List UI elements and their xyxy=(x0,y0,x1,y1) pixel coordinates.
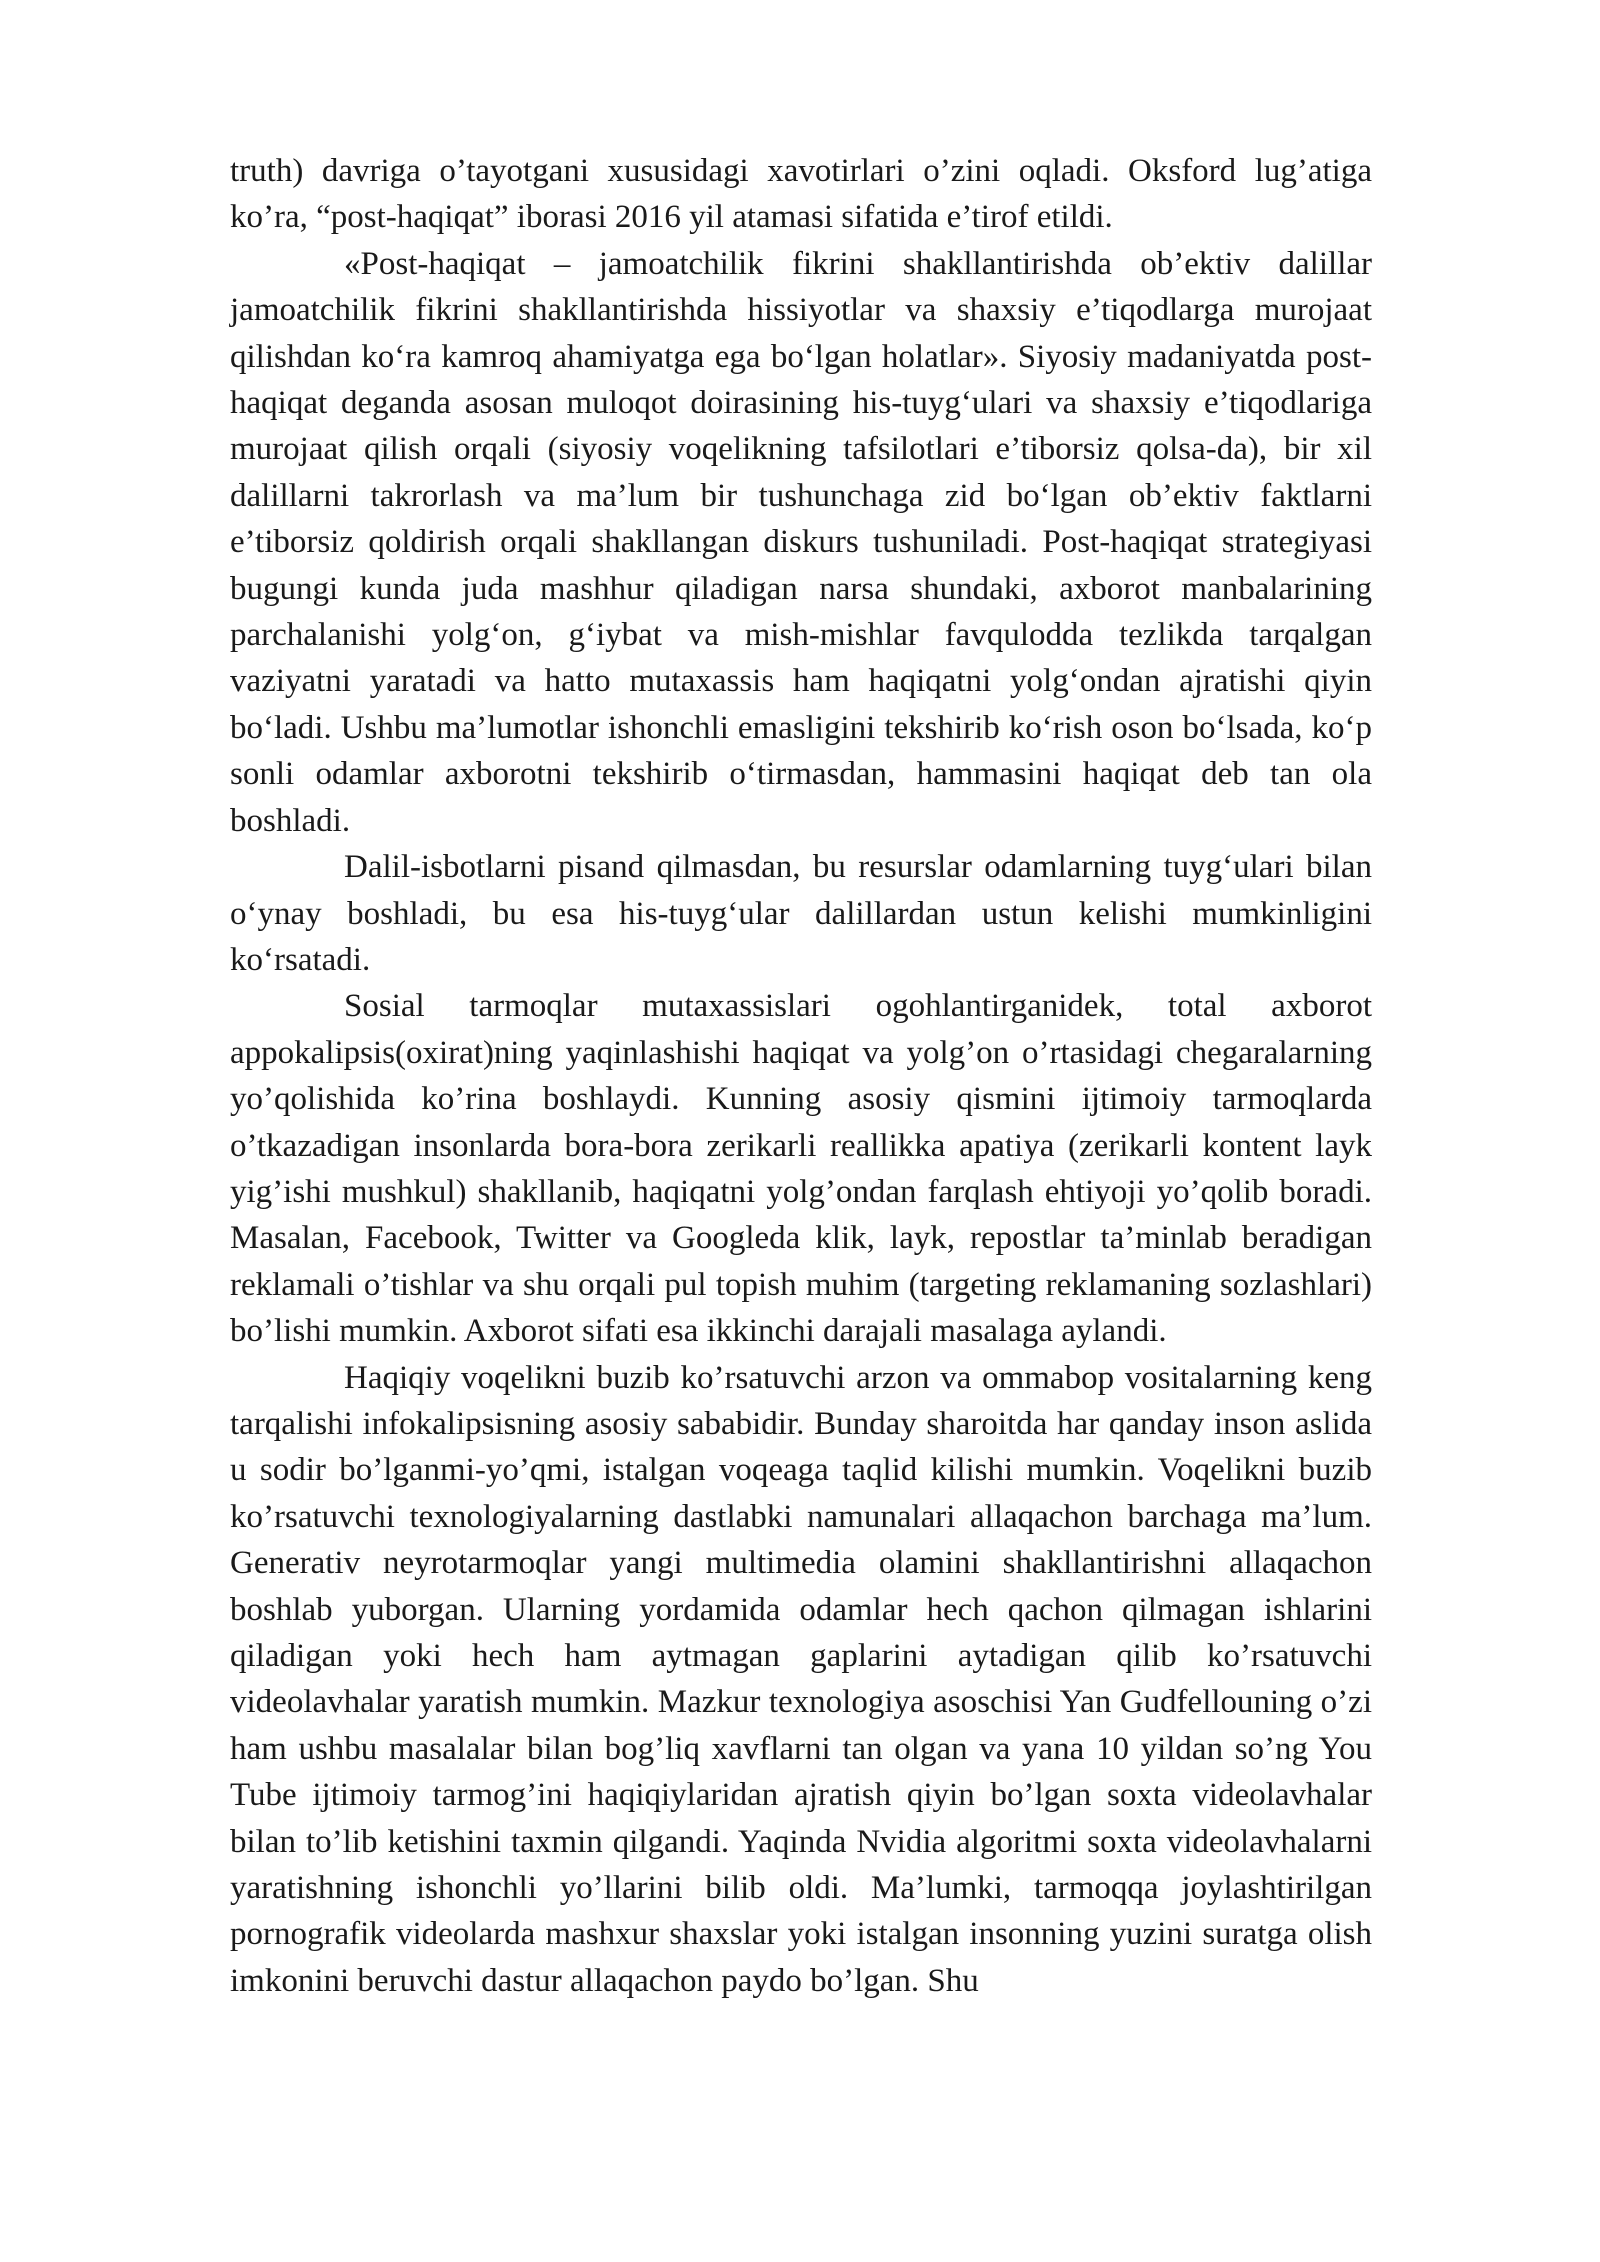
document-page xyxy=(230,148,1372,2004)
paragraph-4: Sosial tarmoqlar mutaxassislari ogohlantirganidek, total axborot appokalipsis(oxirat)ning yaqinlashishi haqiqat va yolg’on o’rtasidagi chegaralarning yo’qolishida ko’rina boshlaydi. Kunning asosiy qismini ijtimoiy tarmoqlarda o’tkazadigan insonlarda bora-bora zerikarli reallikka apatiya (zerikarli kontent layk yig’ishi mushkul) shakllanib, haqiqatni yolg’ondan farqlash ehtiyoji yo’qolib boradi. Masalan, Facebook, Twitter va Googleda klik, layk, repostlar ta’minlab beradigan reklamali o’tishlar va shu orqali pul topish muhim (targeting reklamaning sozlashlari) bo’lishi mumkin. Axborot sifati esa ikkinchi darajali masalaga aylandi. xyxy=(230,988,1372,1350)
paragraph-2: «Post-haqiqat – jamoatchilik fikrini shakllantirishda ob’ektiv dalillar jamoatchilik fikrini shakllantirishda hissiyotlar va shaxsiy e’tiqodlarga murojaat qilishdan ko‘ra kamroq ahamiyatga ega bo‘lgan holatlar». Siyosiy madaniyatda post-haqiqat deganda asosan muloqot doirasining his-tuyg‘ulari va shaxsiy e’tiqodlariga murojaat qilish orqali (siyosiy voqelikning tafsilotlari e’tiborsiz qolsa-da), bir xil dalillarni takrorlash va ma’lum bir tushunchaga zid bo‘lgan ob’ektiv faktlarni e’tiborsiz qoldirish orqali shakllangan diskurs tushuniladi. Post-haqiqat strategiyasi bugungi kunda juda mashhur qiladigan narsa shundaki, axborot manbalarining parchalanishi yolg‘on, g‘iybat va mish-mishlar favqulodda tezlikda tarqalgan vaziyatni yaratadi va hatto mutaxassis ham haqiqatni yolg‘ondan ajratishi qiyin bo‘ladi. Ushbu ma’lumotlar ishonchli emasligini tekshirib ko‘rish oson bo‘lsada, ko‘p sonli odamlar axborotni tekshirib o‘tirmasdan, hammasini haqiqat deb tan ola boshladi. xyxy=(230,245,1372,839)
paragraph-5: Haqiqiy voqelikni buzib ko’rsatuvchi arzon va ommabop vositalarning keng tarqalishi infokalipsisning asosiy sababidir. Bunday sharoitda har qanday inson aslida u sodir bo’lganmi-yo’qmi, istalgan voqeaga taqlid kilishi mumkin. Voqelikni buzib ko’rsatuvchi texnologiyalarning dastlabki namunalari allaqachon barchaga ma’lum. Generativ neyrotarmoqlar yangi multimedia olamini shakllantirishni allaqachon boshlab yuborgan. Ularning yordamida odamlar hech qachon qilmagan ishlarini qiladigan yoki hech ham aytmagan gaplarini aytadigan qilib ko’rsatuvchi videolavhalar yaratish mumkin. Mazkur texnologiya asoschisi Yan Gudfellouning o’zi ham ushbu masalalar bilan bog’liq xavflarni tan olgan va yana 10 yildan so’ng You Tube ijtimoiy tarmog’ini haqiqiylaridan ajratish qiyin bo’lgan soxta videolavhalar bilan to’lib ketishini taxmin qilgandi. Yaqinda Nvidia algoritmi soxta videolavhalarni yaratishning ishonchli yo’llarini bilib oldi. Ma’lumki, tarmoqqa joylashtirilgan pornografik videolarda mashxur shaxslar yoki istalgan insonning yuzini suratga olish imkonini beruvchi dastur allaqachon paydo bo’lgan. Shu xyxy=(230,1359,1372,1999)
paragraph-3: Dalil-isbotlarni pisand qilmasdan, bu resurslar odamlarning tuyg‘ulari bilan o‘ynay boshladi, bu esa his-tuyg‘ular dalillardan ustun kelishi mumkinligini ko‘rsatadi. xyxy=(230,849,1372,978)
paragraph-1: truth) davriga o’tayotgani xususidagi xavotirlari o’zini oqladi. Oksford lug’atiga ko’ra, “post-haqiqat” iborasi 2016 yil atamasi sifatida e’tirof etildi. xyxy=(230,153,1372,236)
